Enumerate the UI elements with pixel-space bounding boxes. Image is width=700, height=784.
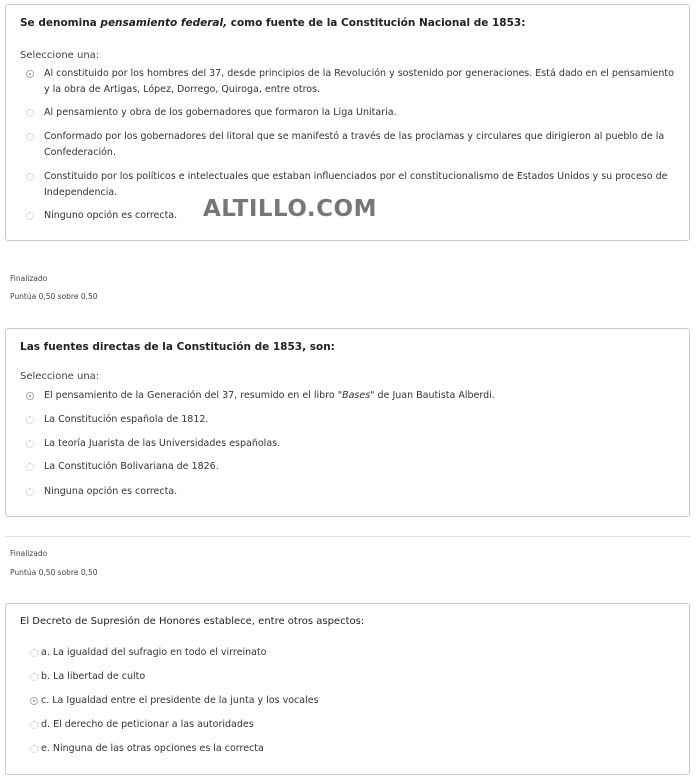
option-label: La Constitución española de 1812. [44,414,209,425]
section-divider [5,536,690,537]
option-label: e. Ninguna de las otras opciones es la correcta [41,743,264,754]
radio-icon[interactable] [26,212,34,220]
status-score: Puntúa 0,50 sobre 0,50 [10,292,98,301]
radio-checked-icon[interactable] [30,697,38,705]
option-label: c. La Igualdad entre el presidente de la junta y los vocales [41,695,319,706]
radio-icon[interactable] [30,721,38,729]
radio-icon[interactable] [30,745,38,753]
status-state: Finalizado [10,549,48,558]
option-label: Ninguna opción es correcta. [44,486,178,497]
radio-icon[interactable] [26,109,34,117]
radio-icon[interactable] [26,440,34,448]
option-label: Al pensamiento y obra de los gobernadores que formaron la Liga Unitaria. [44,107,397,118]
status-state: Finalizado [10,274,48,283]
option-label: El pensamiento de la Generación del 37, resumido en el libro "Bases" de Juan Bautista Alberdi. [44,390,495,401]
question-card-2 [5,328,690,517]
option-label: d. El derecho de peticionar a las autoridades [41,719,254,730]
select-one-label: Seleccione una: [20,371,100,382]
radio-icon[interactable] [26,488,34,496]
radio-icon[interactable] [30,673,38,681]
radio-icon[interactable] [26,416,34,424]
radio-icon[interactable] [26,133,34,141]
option-label: La Constitución Bolivariana de 1826. [44,461,219,472]
option-label: a. La igualdad del sufragio en todo el virreinato [41,647,267,658]
select-one-label: Seleccione una: [20,50,100,61]
option-label: Conformado por los gobernadores del litoral que se manifestó a través de las proclamas y circulares que dirigieron al pueblo de la Confederación. [44,131,665,158]
question-card-3 [5,603,690,775]
option-label: Constituido por los políticos e intelectuales que estaban influenciados por el constitucionalismo de Estados Unidos y su proceso de Independencia. [44,171,668,198]
watermark: ALTILLO.COM [203,196,377,222]
option-label: La teoría Juarista de las Universidades españolas. [44,438,281,449]
question-prompt: Se denomina pensamiento federal, como fuente de la Constitución Nacional de 1853: [20,17,526,29]
radio-checked-icon[interactable] [26,392,34,400]
status-score: Puntúa 0,50 sobre 0,50 [10,568,98,577]
option-label: Ninguno opción es correcta. [44,210,178,221]
question-prompt: El Decreto de Supresión de Honores establece, entre otros aspectos: [20,616,365,627]
radio-icon[interactable] [26,463,34,471]
radio-icon[interactable] [26,173,34,181]
radio-icon[interactable] [30,649,38,657]
option-label: Al constituido por los hombres del 37, desde principios de la Revolución y sostenido por generaciones. Está dado en el pensamiento y la obra de Artigas, López, Dorrego, Quiroga, entre otros. [44,68,674,95]
option-label: b. La libertad de culto [41,671,146,682]
question-prompt: Las fuentes directas de la Constitución de 1853, son: [20,341,335,353]
radio-checked-icon[interactable] [26,70,34,78]
